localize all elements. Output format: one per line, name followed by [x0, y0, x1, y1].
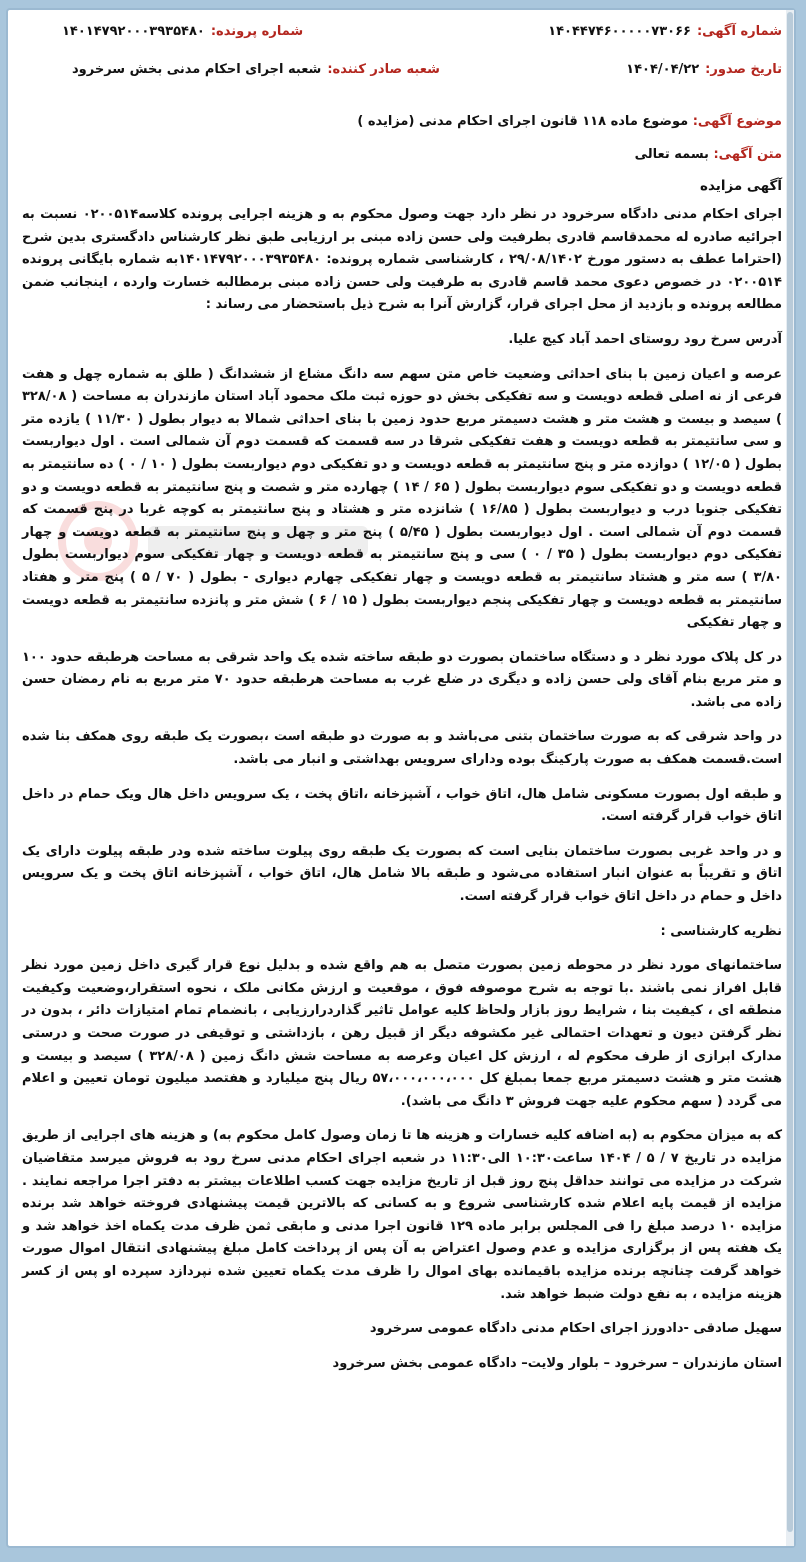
scrollbar[interactable]	[786, 10, 794, 1546]
meta-row-second	[22, 62, 782, 114]
paragraph-address: آدرس سرخ رود روستای احمد آباد کیج علیا.	[508, 331, 782, 347]
expert-opinion-heading: نظریه کارشناسی :	[660, 923, 782, 939]
text-intro: بسمه تعالی	[634, 147, 709, 162]
ad-number	[548, 24, 782, 39]
case-number-label: شماره پرونده:	[210, 24, 304, 39]
paragraph-west-unit: و در واحد غربی بصورت ساختمان بنایی است که بصورت یک طبقه روی پیلوت ساخته شده ودر طبقه پیلوت دارای یک اتاق و تقریباً به عنوان انبار استفاده می‌شود و طبقه بالا شامل هال، اتاق خواب ، آشپزخانه اتاق پخت و یک سرویس داخل و حمام در داخل اتاق خواب قرار گرفته است.	[22, 843, 782, 905]
ad-title: آگهی مزایده	[700, 178, 782, 194]
text-label: متن آگهی:	[713, 147, 782, 162]
subject-line	[22, 114, 782, 129]
paragraph-buildings: در کل پلاک مورد نظر د و دستگاه ساختمان بصورت دو طبقه ساخته شده یک واحد شرقی به مساحت هرطبقه حدود ۱۰۰ و متر مربع بنام آقای ولی حسن زاده و دیگری در ضلع غرب به مساحت هرطبقه حدود ۷۰ متر مربع به نام رمضان حسن زاده می باشد.	[22, 649, 783, 710]
meta-row-top	[22, 24, 782, 62]
issue-date-value: ۱۴۰۴/۰۴/۲۲	[626, 62, 700, 77]
subject-value: موضوع ماده ۱۱۸ قانون اجرای احکام مدنی (مزایده )	[357, 114, 689, 129]
case-number-value: ۱۴۰۱۴۷۹۲۰۰۰۳۹۳۵۴۸۰	[62, 24, 205, 39]
signature-line: سهیل صادقی -دادورز اجرای احکام مدنی دادگاه عمومی سرخرود	[369, 1321, 782, 1337]
ad-number-value: ۱۴۰۴۴۷۴۶۰۰۰۰۰۷۳۰۶۶	[548, 24, 691, 39]
paragraph-property: عرصه و اعیان زمین با بنای احداثی وضعیت خاص متن سهم سه دانگ مشاع از ششدانگ ( طلق به شماره چهل و هفت فرعی از نه اصلی قطعه دویست و سه تفکیکی بخش دو حوزه ثبت ملک محمود آباد استان مازندران به مساحت ( ۳۲۸/۰۸ ) سیصد و بیست و هشت متر و هشت دسیمتر مربع حدود زمین با بنای احداثی شمالا به دیوار بطول ( ۱۱/۳۰ ) یازده متر و سی سانتیمتر به قطعه دویست و هفت تفکیکی شرقا در سه قسمت که قسمت دوم آن شمالی است . اول دیواربست بطول ( ۱۲/۰۵ ) دوازده متر و پنج سانتیمتر به قطعه دویست و دو تفکیکی دوم دیواربست بطول ( ۱۰ / ۰ ) ده سانتیمتر به قطعه دویست و دو تفکیکی سوم دیواربست بطول ( ۶۵ / ۱۴ ) چهارده متر و شصت و پنج سانتیمتر به قطعه دویست و دو تفکیکی جنوبا درب و دیواربست بطول ( ۱۶/۸۵ ) شانزده متر و هشتاد و پنج سانتیمتر به کوچه غربا در پنج قسمت که قسمت دوم آن شمالی است . اول دیواربست بطول ( ۵/۴۵ ) پنج متر و چهل و پنج سانتیمتر به قطعه دویست و چهار تفکیکی دوم دیواربست بطول ( ۳۵ / ۰ ) سی و پنج سانتیمتر به قطعه دویست و چهار تفکیکی سوم دیواربست بطول ۳/۸۰ ) سه متر و هشتاد سانتیمتر به قطعه دویست و چهار تفکیکی چهارم دیواری - بطول ( ۷۰ / ۵ ) پنج متر و هفتاد سانتیمتر به قطعه دویست و چهار تفکیکی پنجم دیواربست بطول ( ۱۵ / ۶ ) شش متر و پانزده سانتیمتر به قطعه دویست و چهار تفکیکی	[22, 366, 783, 631]
ad-number-label: شماره آگهی:	[696, 24, 782, 39]
issuer-value: شعبه اجرای احکام مدنی بخش سرخرود	[72, 62, 322, 77]
issue-date-label: تاریخ صدور:	[705, 62, 782, 77]
paragraph-auction-terms: که به میزان محکوم به (به اضافه کلیه خسارات و هزینه ها تا زمان وصول کامل محکوم به) و هزینه های اجرایی از طریق مزایده در تاریخ ۷ / ۵ / ۱۴۰۴ ساعت۱۰:۳۰ الی۱۱:۳۰ در شعبه اجرای احکام مدنی سرخ رود به فروش میرسد متقاضیان شرکت در مزایده می توانند حداقل پنج روز قبل از تاریخ مزایده جهت کسب اطلاعات بیشتر به دفتر اجرا مراجعه نمایند . مزایده از قیمت پایه اعلام شده کارشناسی شروع و به کسانی که بالاترین قیمت پیشنهادی فروخته خواهد شد برنده مزایده ۱۰ درصد مبلغ را فی المجلس برابر ماده ۱۲۹ قانون اجرا مدنی و مابقی ثمن ظرف مدت یکماه اخذ خواهد شد و یک هفته پس از برگزاری مزایده و عدم وصول اعتراض به آن پس از پرداخت کامل مبلغ پیشنهادی انتقال اموال صورت خواهد گرفت چنانچه برنده مزایده باقیمانده بهای اموال را ظرف مدت یکماه تعیین شده نپردازد سپرده او پس از کسر هزینه مزایده ، به نفع دولت ضبط خواهد شد.	[22, 1128, 783, 1302]
document-frame	[6, 8, 796, 1548]
paragraph-intro: اجرای احکام مدنی دادگاه سرخرود در نظر دارد جهت وصول محکوم به و هزینه اجرایی پرونده کلاسه۰۲۰۰۵۱۴ نسبت به اجرائیه صادره له محمدقاسم قادری بطرفیت ولی حسن زاده مبنی بر ارزیابی طبق نظر کارشناس دادگستری بدین شرح (احتراما عطف به دستور مورخ ۲۹/۰۸/۱۴۰۲ ، کارشناسی شماره پرونده: ۱۴۰۱۴۷۹۲۰۰۰۳۹۳۵۴۸۰به شماره بایگانی پرونده ۰۲۰۰۵۱۴ در خصوص دعوی محمد قاسم قادری به طرفیت ولی حسن زاده مبنی برمطالبه خسارت وارده ، اینجانب ضمن مطالعه پرونده و بازدید از محل اجرای قرار، گزارش آنرا به شرح ذیل باستحضار می رساند :	[22, 207, 782, 313]
text-line	[22, 147, 782, 162]
address-line: استان مازندران – سرخرود – بلوار ولایت– دادگاه عمومی بخش سرخرود	[332, 1355, 782, 1371]
case-number	[62, 24, 303, 39]
issue-date	[626, 62, 782, 77]
issuer-label: شعبه صادر کننده:	[327, 62, 440, 77]
issuer	[72, 62, 440, 77]
subject-label: موضوع آگهی:	[692, 114, 782, 129]
paragraph-east-unit: در واحد شرقی که به صورت ساختمان بتنی می‌باشد و به صورت دو طبقه است ،بصورت یک طبقه روی همکف بنا شده است.قسمت همکف به صورت پارکینگ بوده ودارای سرویس بهداشتی و انبار می باشد.	[22, 729, 782, 768]
paragraph-expert-opinion: ساختمانهای مورد نظر در محوطه زمین بصورت متصل به هم واقع شده و بدلیل نوع قرار گیری داخل زمین مورد نظر قابل افراز نمی باشند .با توجه به شرح موصوفه فوق ، موقعیت و ارزش مکانی ملک ، نحوه استقرار،وضعیت وکیفیت منطقه ای ، کیفیت بنا ، شرایط روز بازار ولحاظ کلیه عوامل تاثیر گذاردرارزیابی ، بانضمام تمام امتیازات دائر ، بدون در نظر گرفتن دیون و تعهدات احتمالی غیر مکشوفه دیگر از قبیل رهن ، بازداشتی و توقیفی در صورت صحت و درستی مدارک ابرازی از طرف محکوم له ، ارزش کل اعیان وعرصه به مساحت شش دانگ زمین ( ۳۲۸/۰۸ ) سیصد و بیست و هشت متر و هشت دسیمتر مربع جمعا بمبلغ کل ۵۷،۰۰۰،۰۰۰،۰۰۰ ریال پنج میلیارد و هفتصد میلیون تومان تعیین و اعلام می گردد ( سهم محکوم علیه جهت فروش ۳ دانگ می باشد).	[22, 958, 783, 1109]
paragraph-first-floor: و طبقه اول بصورت مسکونی شامل هال، اتاق خواب ، آشپزخانه ،اتاق پخت ، یک سرویس داخل هال ویک حمام در داخل اتاق خواب قرار گرفته است.	[22, 786, 782, 825]
scrollbar-thumb[interactable]	[787, 12, 793, 1532]
ad-page	[22, 24, 782, 1387]
